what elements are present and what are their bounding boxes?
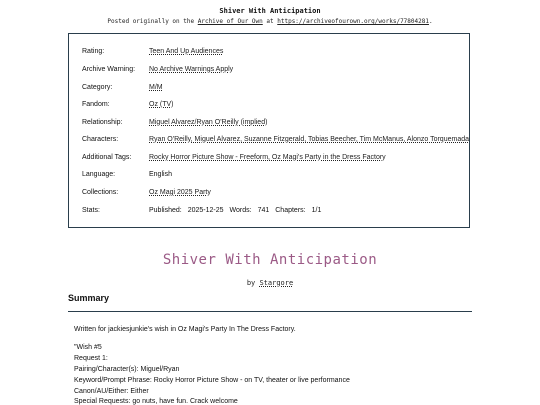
meta-relationship-label: Relationship: bbox=[82, 119, 123, 126]
stats-chapters-label: Chapters: bbox=[275, 207, 306, 214]
meta-category-link[interactable]: M/M bbox=[149, 84, 163, 91]
posted-at: at bbox=[266, 18, 274, 25]
summary-line: Keyword/Prompt Phrase: Rocky Horror Picture Show - on TV, theater or live performance bbox=[74, 377, 350, 384]
meta-rating-label: Rating: bbox=[82, 48, 105, 55]
meta-stats-values bbox=[149, 206, 327, 216]
stats-published-label: Published: bbox=[149, 207, 182, 214]
meta-fandom-label: Fandom: bbox=[82, 101, 110, 108]
summary-line: Special Requests: go nuts, have fun. Crack welcome bbox=[74, 398, 238, 405]
byline-by: by bbox=[246, 279, 256, 287]
meta-warning-link[interactable]: No Archive Warnings Apply bbox=[149, 66, 234, 73]
summary-divider bbox=[68, 311, 472, 312]
meta-tags-label: Additional Tags: bbox=[82, 154, 132, 161]
meta-relationship-link[interactable]: Miguel Alvarez/Ryan O'Reilly (implied) bbox=[149, 119, 268, 126]
posted-line bbox=[0, 18, 540, 25]
archive-link[interactable]: Archive of Our Own bbox=[197, 18, 263, 25]
meta-collections-label: Collections: bbox=[82, 189, 119, 196]
stats-chapters-value: 1/1 bbox=[311, 207, 322, 214]
summary-line: "Wish #5 bbox=[74, 344, 102, 351]
summary-line: Pairing/Character(s): Miguel/Ryan bbox=[74, 366, 180, 373]
summary-line: Written for jackiesjunkie's wish in Oz Magi's Party In The Dress Factory. bbox=[74, 326, 296, 333]
summary-heading: Summary bbox=[68, 293, 110, 303]
work-meta-box bbox=[68, 33, 470, 228]
stats-words-value: 741 bbox=[257, 207, 270, 214]
meta-characters-label: Characters: bbox=[82, 136, 119, 143]
posted-suffix: . bbox=[428, 18, 433, 25]
stats-published-value: 2025-12-25 bbox=[187, 207, 224, 214]
meta-warning-label: Archive Warning: bbox=[82, 66, 136, 73]
meta-collections-link[interactable]: Oz Magi 2025 Party bbox=[149, 189, 211, 196]
byline bbox=[0, 279, 540, 287]
meta-rating-link[interactable]: Teen And Up Audiences bbox=[149, 48, 224, 55]
header-title: Shiver With Anticipation bbox=[219, 7, 321, 15]
summary-line: Request 1: bbox=[74, 355, 108, 362]
summary-line: Canon/AU/Either: Either bbox=[74, 388, 149, 395]
meta-language-value: English bbox=[149, 171, 172, 178]
meta-characters-link[interactable]: Ryan O'Reilly, Miguel Alvarez, Suzanne Fitzgerald, Tobias Beecher, Tim McManus, Alonzo Torquemada bbox=[149, 136, 469, 143]
meta-tags-link[interactable]: Rocky Horror Picture Show - Freeform, Oz Magi's Party in the Dress Factory bbox=[149, 154, 386, 161]
meta-category-label: Category: bbox=[82, 84, 113, 91]
meta-stats-label: Stats: bbox=[82, 207, 100, 214]
meta-language-label: Language: bbox=[82, 171, 116, 178]
meta-fandom-link[interactable]: Oz (TV) bbox=[149, 101, 174, 108]
stats-words-label: Words: bbox=[229, 207, 252, 214]
author-link[interactable]: Stargore bbox=[259, 279, 294, 287]
work-url-link[interactable]: https://archiveofourown.org/works/77804281 bbox=[277, 18, 429, 25]
posted-prefix: Posted originally on the bbox=[107, 18, 195, 25]
work-title: Shiver With Anticipation bbox=[162, 252, 378, 268]
